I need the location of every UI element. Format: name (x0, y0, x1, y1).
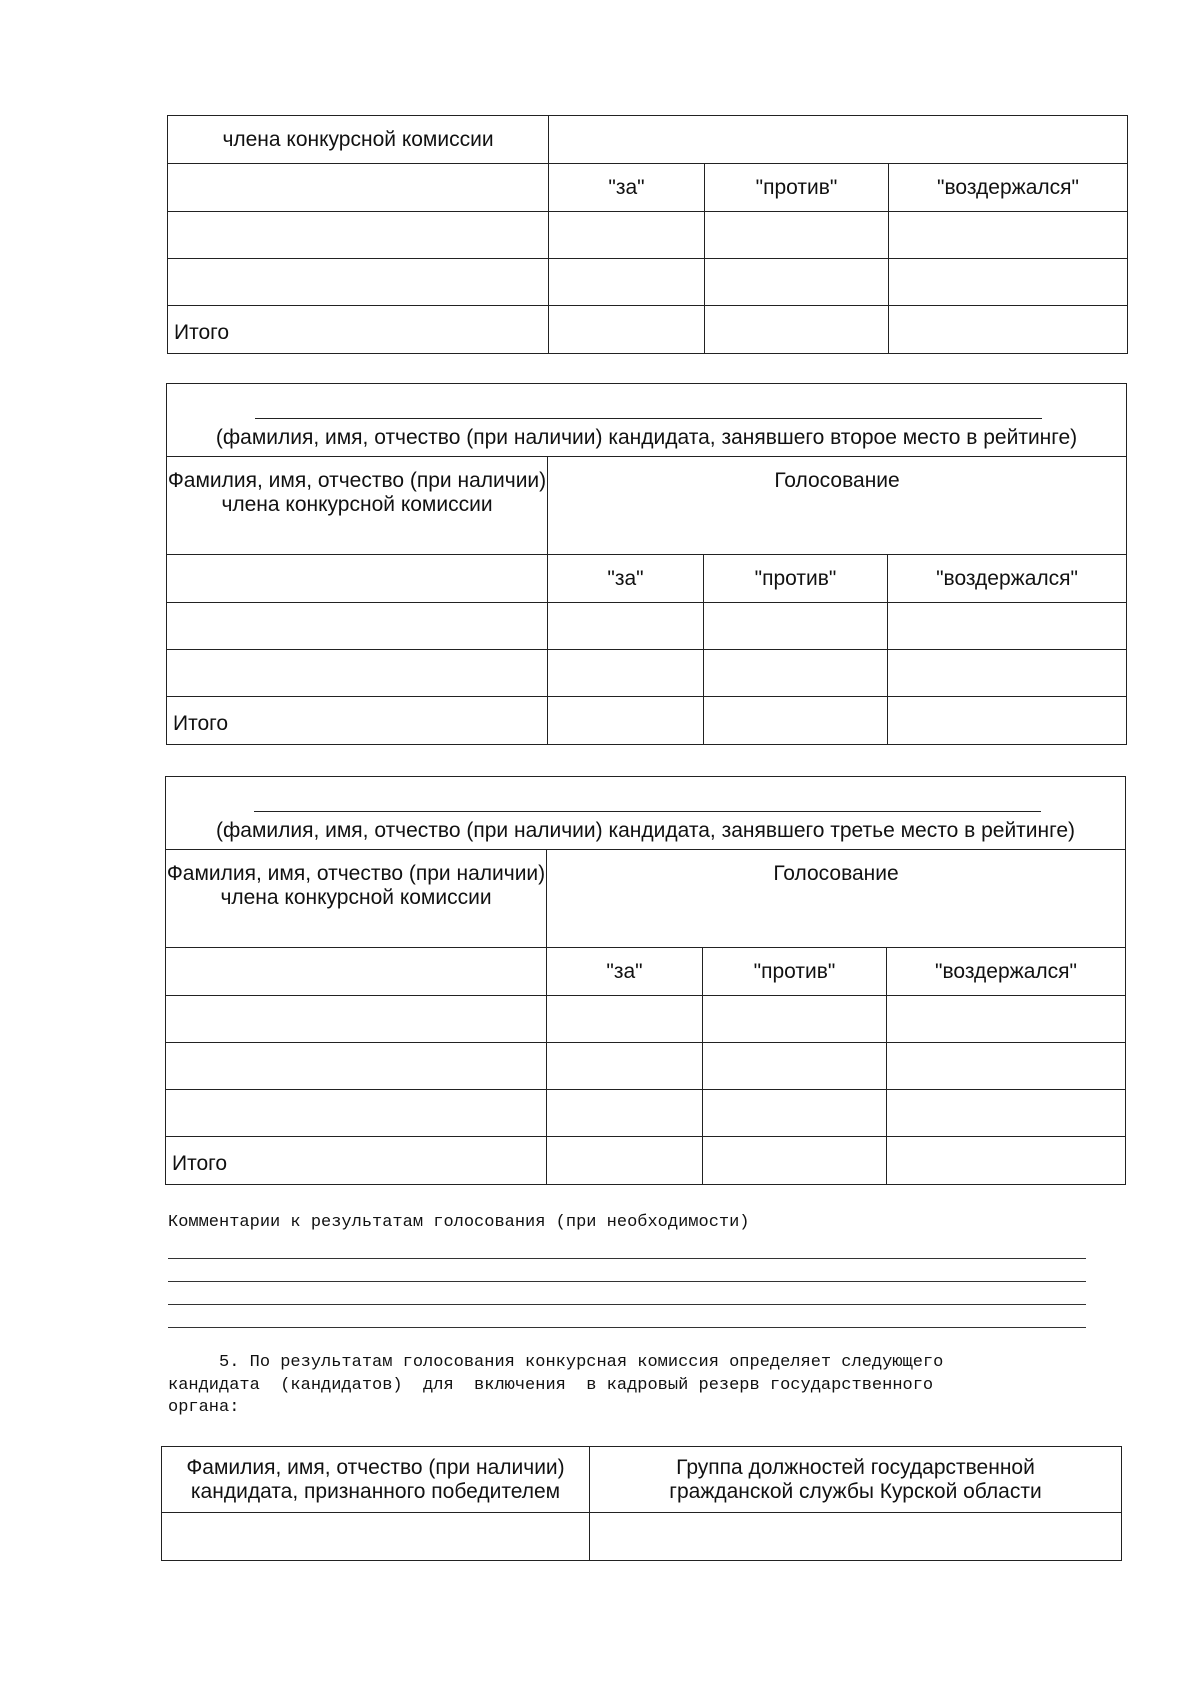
table-row (168, 212, 1128, 259)
blank-cell (168, 164, 549, 212)
vote-abstain-header: "воздержался" (888, 555, 1127, 603)
blank-cell (166, 948, 547, 996)
vote-table-3 (165, 776, 1126, 1185)
total-label: Итого (168, 306, 549, 354)
paragraph-5-line-1: 5. По результатам голосования конкурсная комиссия определяет следующего (168, 1353, 944, 1372)
candidate-caption-cell (167, 384, 1127, 457)
total-row (168, 306, 1128, 354)
vote-table-1 (167, 115, 1128, 354)
candidate-caption: (фамилия, имя, отчество (при наличии) кандидата, занявшего третье место в рейтинге) (216, 819, 1076, 843)
vote-table-2 (166, 383, 1127, 745)
vote-for-header: "за" (548, 555, 704, 603)
candidate-name-line (255, 418, 1042, 419)
table-row (167, 603, 1127, 650)
table-row (166, 996, 1126, 1043)
candidate-caption-cell (166, 777, 1126, 850)
blank-cell (167, 555, 548, 603)
vote-for-header: "за" (547, 948, 703, 996)
comment-line (168, 1281, 1086, 1282)
comment-line (168, 1327, 1086, 1328)
vote-against-header: "против" (704, 555, 888, 603)
voting-header: Голосование (548, 457, 1127, 555)
vote-abstain-header: "воздержался" (889, 164, 1128, 212)
candidate-caption: (фамилия, имя, отчество (при наличии) кандидата, занявшего второе место в рейтинге) (215, 426, 1078, 450)
winner-name-header: Фамилия, имя, отчество (при наличии) кандидата, признанного победителем (162, 1447, 590, 1513)
vote-against-header: "против" (705, 164, 889, 212)
total-row (167, 697, 1127, 745)
total-label: Итого (167, 697, 548, 745)
table-row (166, 1090, 1126, 1137)
voting-header-cell (549, 116, 1128, 164)
comments-label: Комментарии к результатам голосования (при необходимости) (168, 1213, 750, 1232)
member-name-header: Фамилия, имя, отчество (при наличии) члена конкурсной комиссии (166, 850, 547, 948)
candidate-name-line (254, 811, 1041, 812)
comment-line (168, 1258, 1086, 1259)
paragraph-5-line-2: кандидата (кандидатов) для включения в кадровый резерв государственного (168, 1376, 934, 1395)
comment-line (168, 1304, 1086, 1305)
vote-against-header: "против" (703, 948, 887, 996)
winner-table (161, 1446, 1122, 1561)
table-row (166, 1043, 1126, 1090)
total-row (166, 1137, 1126, 1185)
table-row (167, 650, 1127, 697)
table-row (162, 1513, 1122, 1561)
member-name-header-fragment: члена конкурсной комиссии (168, 116, 549, 164)
vote-for-header: "за" (549, 164, 705, 212)
voting-header: Голосование (547, 850, 1126, 948)
total-label: Итого (166, 1137, 547, 1185)
vote-abstain-header: "воздержался" (887, 948, 1126, 996)
position-group-header: Группа должностей государственной гражданской службы Курской области (590, 1447, 1122, 1513)
paragraph-5-line-3: органа: (168, 1398, 240, 1417)
member-name-header: Фамилия, имя, отчество (при наличии) члена конкурсной комиссии (167, 457, 548, 555)
table-row (168, 259, 1128, 306)
